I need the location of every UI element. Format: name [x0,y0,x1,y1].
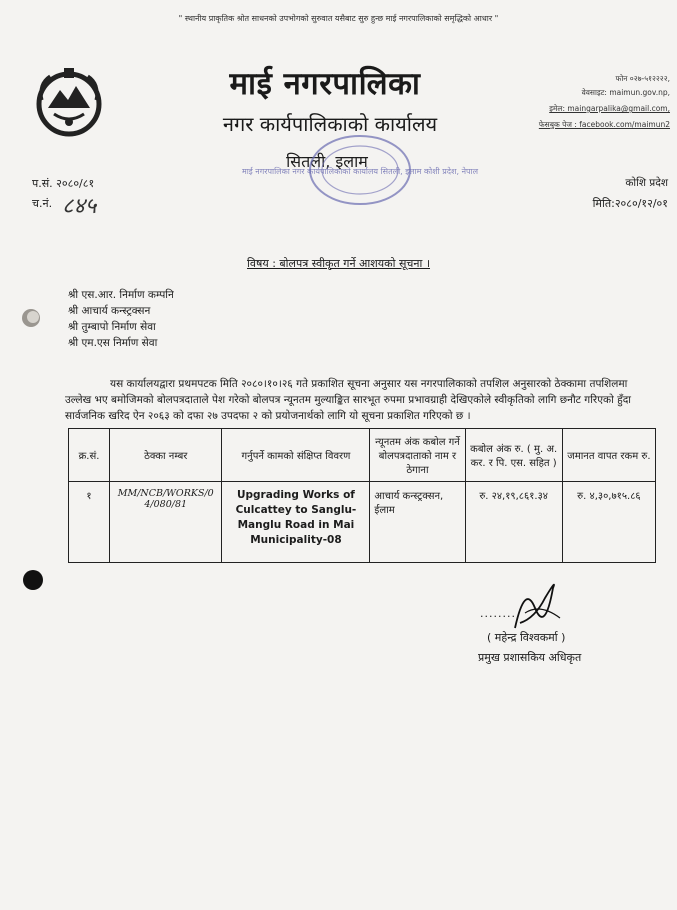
reference-number: प.सं. २०८०/८१ [32,177,95,190]
hole-punch-mark-icon [20,307,42,329]
cell-bidder: आचार्य कन्स्ट्रक्सन, ईलाम [370,482,465,563]
table-header-row [69,429,656,482]
col-sn: क्र.सं. [69,429,110,482]
col-bidder: न्यूनतम अंक कबोल गर्ने बोलपत्रदाताको नाम र ठेगाना [370,429,465,482]
office-location: सितली, इलाम [286,152,368,171]
col-bid-amount: कबोल अंक रु. ( मु. अ. कर. र पि. एस. सहित ) [465,429,562,482]
office-subtitle: नगर कार्यपालिकाको कार्यालय [222,112,438,136]
signature-line: ........ [480,607,516,620]
stamp-text: माई नगरपालिका नगर कार्यपालिकाको कार्यालय सितली, इलाम कोशी प्रदेश, नेपाल [241,167,479,176]
signatory-name: ( महेन्द्र विश्वकर्मा ) [487,631,566,644]
recipient-4: श्री एम.एस निर्माण सेवा [68,337,158,349]
letter-date: मिति:२०८०/१२/०१ [592,197,668,210]
dispatch-number-label: च.नं. [32,197,53,210]
recipient-2: श्री आचार्य कन्स्ट्रक्सन [68,305,151,317]
ink-dot-mark [23,570,43,590]
cell-security-amount: रु. ४,३०,७१५.८६ [562,482,655,563]
col-security-amount: जमानत वापत रकम रु. [562,429,655,482]
contact-facebook: फेसबुक पेज : facebook.com/maimun2 [538,120,670,129]
contact-website: वेवसाइट: maimun.gov.np, [581,88,670,97]
recipient-3: श्री तुम्बापो निर्माण सेवा [68,321,156,333]
table-row [69,482,656,563]
header-motto: " स्थानीय प्राकृतिक श्रोत साधनको उपभोगको सुरुवात यसैबाट सुरु हुन्छ माई नगरपालिकाको समृद्धिको आधार " [178,14,499,23]
recipient-1: श्री एस.आर. निर्माण कम्पनि [68,289,174,301]
contact-phone: फोन ०२७-५१२२२२, [615,74,670,83]
dispatch-number-handwritten: ८४५ [62,194,97,219]
signatory-role: प्रमुख प्रशासकिय अधिकृत [478,651,582,664]
bid-table [68,428,656,563]
col-description: गर्नुपर्ने कामको संक्षिप्त विवरण [222,429,370,482]
letter-subject: विषय : बोलपत्र स्वीकृत गर्ने आशयको सूचना । [247,257,430,270]
nepal-emblem-icon [34,64,104,138]
cell-contract-no: MM/NCB/WORKS/04/080/81 [110,482,222,563]
office-title: माई नगरपालिका [229,66,421,102]
col-contract-no: ठेक्का नम्बर [110,429,222,482]
cell-sn: १ [69,482,110,563]
cell-bid-amount: रु. २४,१९,८६१.३४ [465,482,562,563]
office-stamp [241,130,479,210]
letter-body: यस कार्यालयद्वारा प्रथमपटक मिति २०८०।१०।२६ गते प्रकाशित सूचना अनुसार यस नगरपालिकाको तपशिल अनुसारको ठेक्कामा तपशिलमा उल्लेख भए बमोजिमको बोलपत्रदाताले पेश गरेको बोलपत्र न्यूनतम मुल्याङ्कित सारभूत रुपमा प्रभावग्राही देखिएकोले स्वीकृतिको लागि छनौट गरिएको हुँदा सार्वजनिक खरिद ऐन २०६३ को दफा २७ उपदफा २ को प्रयोजनार्थको लागि यो सूचना प्रकाशित गरिएको छ । [65,378,632,422]
cell-description: Upgrading Works of Culcattey to Sanglu-Manglu Road in Mai Municipality-08 [222,482,370,563]
province-name: कोशि प्रदेश [625,177,668,189]
contact-email: इमेल: maingarpalika@gmail.com, [549,104,670,113]
